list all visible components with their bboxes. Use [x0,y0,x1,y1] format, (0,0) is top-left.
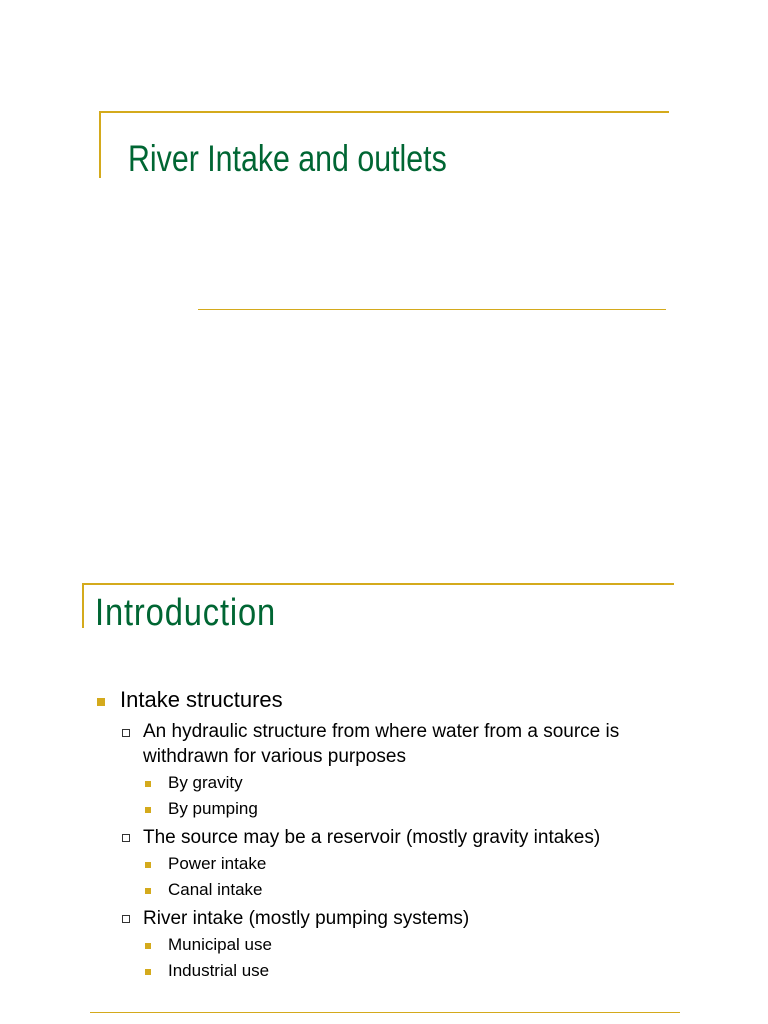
list-item: Municipal use [168,935,272,954]
list-item: Power intake [168,854,267,873]
bullet-square-icon [145,807,151,813]
bullet-square-icon [145,888,151,894]
list-item: By gravity [168,773,243,792]
title-top-rule [99,111,669,113]
hollow-bullet-icon [122,915,130,923]
bullet-main: Intake structures [120,687,283,712]
sub-bullet-3: River intake (mostly pumping systems) [143,908,470,929]
slide-title: River Intake and outlets [128,138,447,179]
hollow-bullet-icon [122,834,130,842]
list-item: By pumping [168,799,258,818]
bullet-square-icon [145,969,151,975]
bullet-square-icon [145,862,151,868]
title-left-rule [99,111,101,178]
sub-bullet-1: An hydraulic structure from where water from a source is withdrawn for various purposes [143,721,620,767]
title-bottom-rule [198,309,666,310]
list-item: Canal intake [168,880,263,899]
heading-left-rule [82,583,84,628]
introduction-slide [0,520,768,1024]
footer-rule [90,1012,680,1013]
heading-top-rule [82,583,674,585]
list-item: Industrial use [168,961,270,980]
slide-heading: Introduction [95,592,277,634]
bullet-square-icon [145,943,151,949]
bullet-square-icon [97,698,105,706]
hollow-bullet-icon [122,729,130,737]
bullet-square-icon [145,781,151,787]
sub-bullet-2: The source may be a reservoir (mostly gravity intakes) [143,827,601,848]
